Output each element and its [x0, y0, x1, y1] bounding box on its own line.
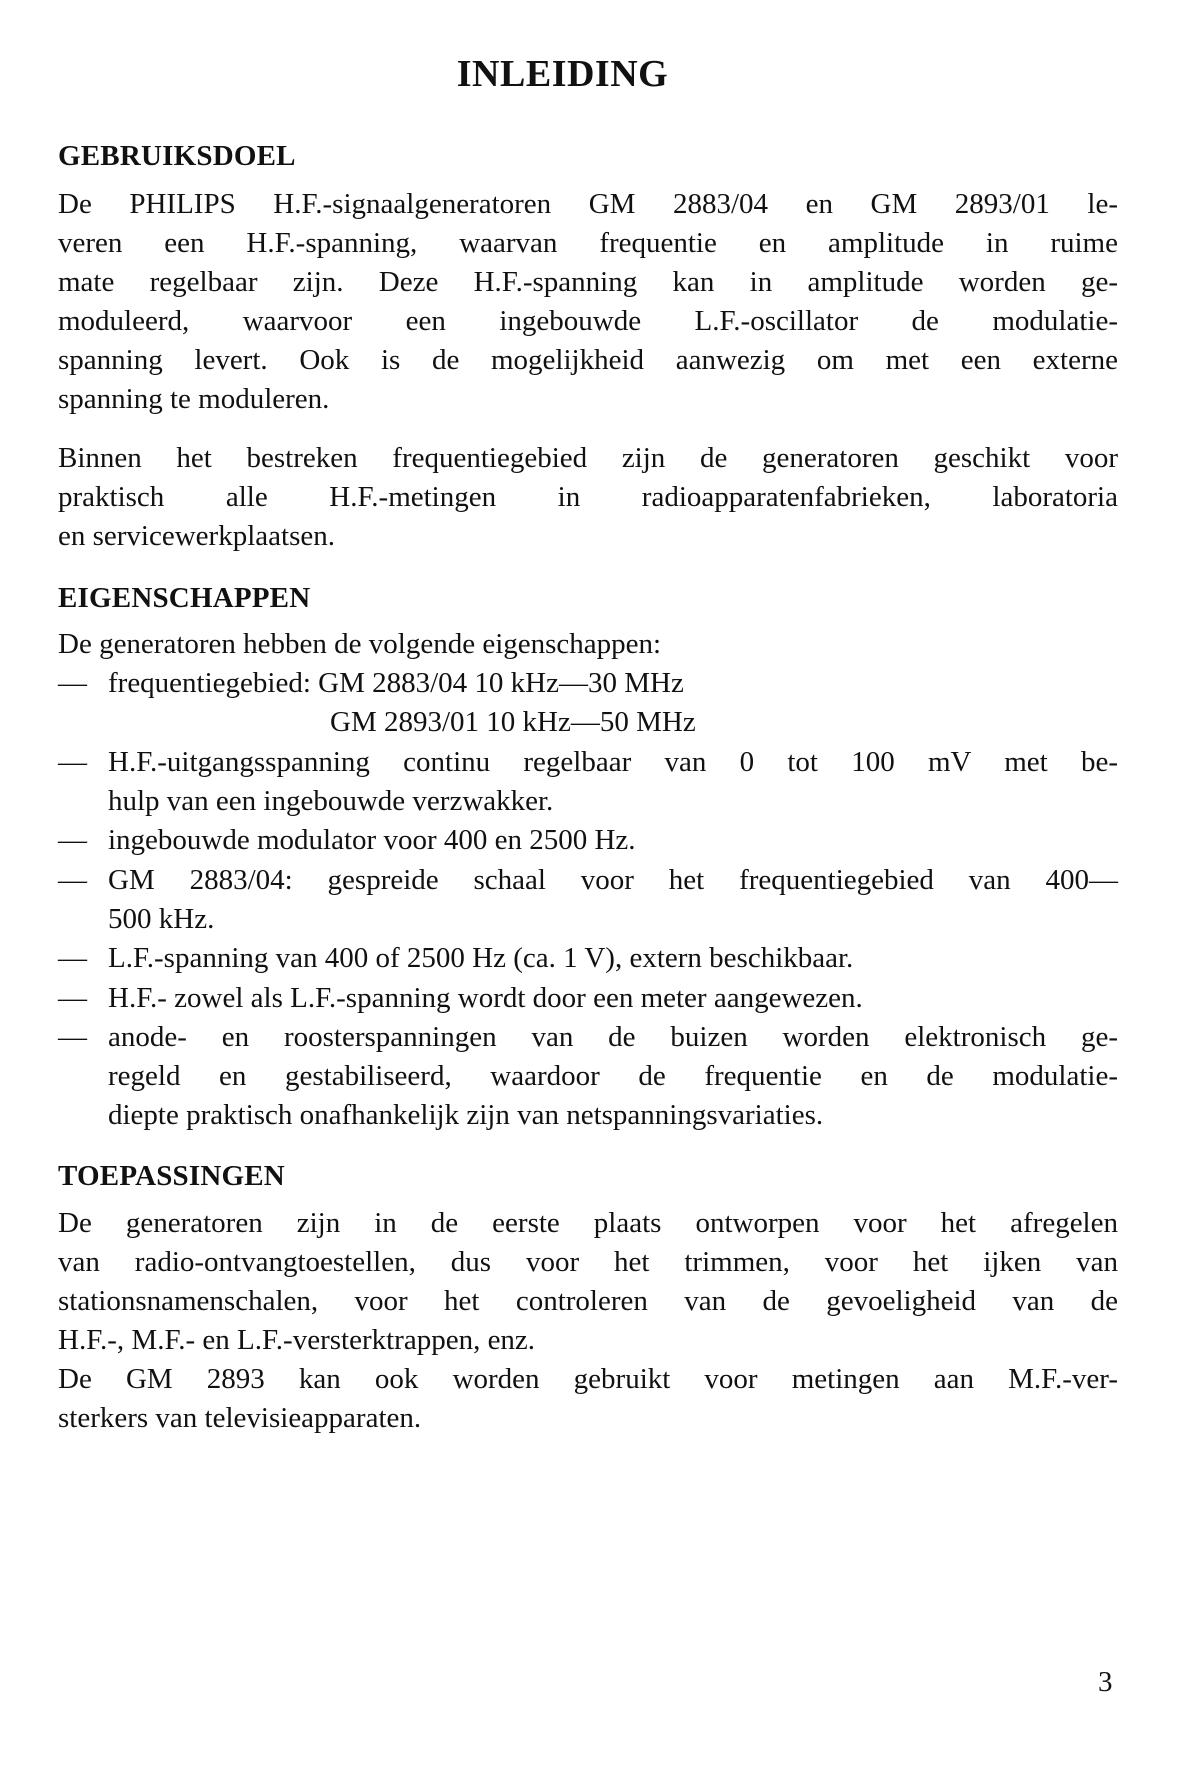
- text-line: De generatoren zijn in de eerste plaats ontworpen voor het afregelen: [58, 1207, 1118, 1239]
- text-line: H.F.-, M.F.- en L.F.-versterktrappen, enz.: [58, 1324, 536, 1356]
- text-line: moduleerd, waarvoor een ingebouwde L.F.-oscillator de modulatie-: [58, 305, 1118, 337]
- list-item-text: diepte praktisch onafhankelijk zijn van netspanningsvariaties.: [108, 1099, 824, 1131]
- page-title: INLEIDING: [456, 53, 669, 95]
- list-item-text: H.F.- zowel als L.F.-spanning wordt door een meter aangewezen.: [108, 982, 863, 1014]
- list-item-text: H.F.-uitgangsspanning continu regelbaar van 0 tot 100 mV met be-: [108, 746, 1118, 778]
- dash-bullet: —: [58, 942, 87, 974]
- list-item-text: ingebouwde modulator voor 400 en 2500 Hz.: [108, 824, 636, 856]
- text-line: mate regelbaar zijn. Deze H.F.-spanning kan in amplitude worden ge-: [58, 266, 1118, 298]
- page-number: 3: [1098, 1666, 1113, 1698]
- dash-bullet: —: [58, 824, 87, 856]
- list-item-text: GM 2883/04: gespreide schaal voor het frequentiegebied van 400—: [108, 864, 1118, 896]
- text-line: en servicewerkplaatsen.: [58, 520, 335, 552]
- text-line: van radio-ontvangtoestellen, dus voor het trimmen, voor het ijken van: [58, 1246, 1118, 1278]
- list-item-text: 500 kHz.: [108, 903, 215, 935]
- list-item-text: regeld en gestabiliseerd, waardoor de frequentie en de modulatie-: [108, 1060, 1118, 1092]
- text-line: veren een H.F.-spanning, waarvan frequentie en amplitude in ruime: [58, 227, 1118, 259]
- list-item-text: hulp van een ingebouwde verzwakker.: [108, 785, 554, 817]
- dash-bullet: —: [58, 1021, 87, 1053]
- text-line: Binnen het bestreken frequentiegebied zijn de generatoren geschikt voor: [58, 442, 1118, 474]
- list-item-text: GM 2893/01 10 kHz—50 MHz: [330, 706, 696, 738]
- text-line: De GM 2893 kan ook worden gebruikt voor metingen aan M.F.-ver-: [58, 1363, 1118, 1395]
- list-item-text: L.F.-spanning van 400 of 2500 Hz (ca. 1 V), extern beschikbaar.: [108, 942, 854, 974]
- dash-bullet: —: [58, 746, 87, 778]
- text-line: stationsnamenschalen, voor het controleren van de gevoeligheid van de: [58, 1285, 1118, 1317]
- section-heading-gebruiksdoel: GEBRUIKSDOEL: [58, 140, 296, 172]
- text-line: De PHILIPS H.F.-signaalgeneratoren GM 2883/04 en GM 2893/01 le-: [58, 188, 1118, 220]
- text-line: spanning te moduleren.: [58, 383, 330, 415]
- list-item-text: frequentiegebied: GM 2883/04 10 kHz—30 MHz: [108, 667, 684, 699]
- text-line: praktisch alle H.F.-metingen in radioapparatenfabrieken, laboratoria: [58, 481, 1118, 513]
- list-intro: De generatoren hebben de volgende eigenschappen:: [58, 628, 662, 660]
- list-item-text: anode- en roosterspanningen van de buizen worden elektronisch ge-: [108, 1021, 1118, 1053]
- text-line: spanning levert. Ook is de mogelijkheid aanwezig om met een externe: [58, 344, 1118, 376]
- text-line: sterkers van televisieapparaten.: [58, 1402, 422, 1434]
- dash-bullet: —: [58, 667, 87, 699]
- dash-bullet: —: [58, 864, 87, 896]
- section-heading-toepassingen: TOEPASSINGEN: [58, 1160, 285, 1192]
- section-heading-eigenschappen: EIGENSCHAPPEN: [58, 582, 311, 614]
- dash-bullet: —: [58, 982, 87, 1014]
